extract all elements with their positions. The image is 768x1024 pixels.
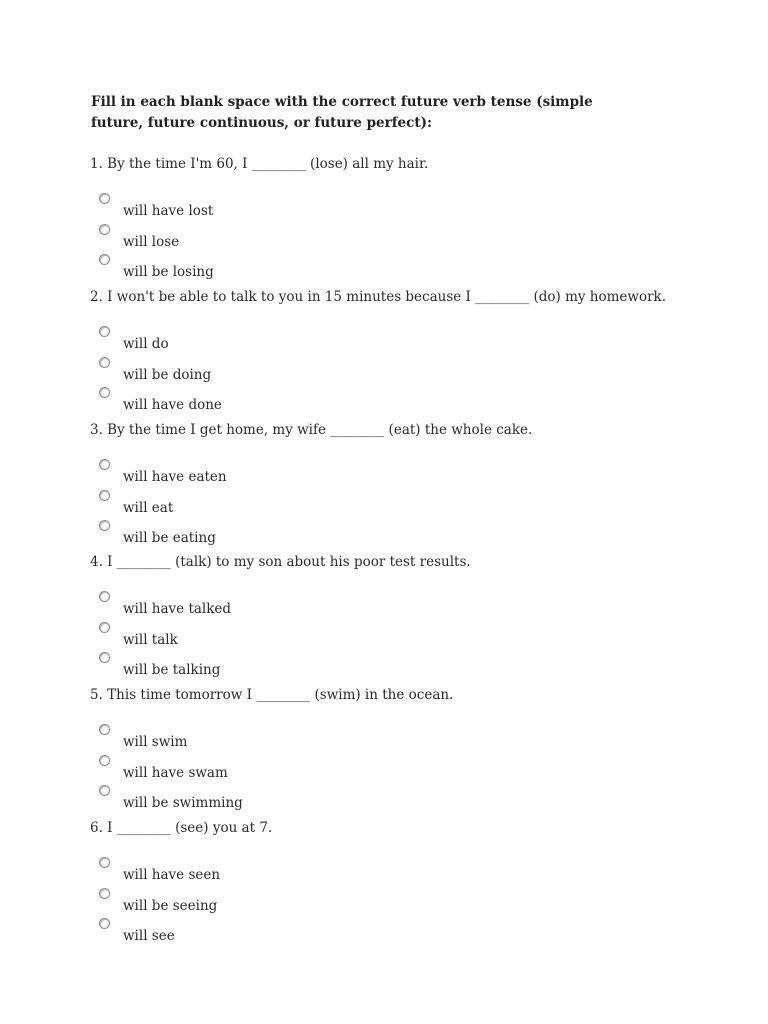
answer-option-label: will lose	[123, 233, 180, 250]
answer-option-label: will see	[123, 928, 175, 944]
answer-option-label: will have seen	[123, 867, 221, 883]
answer-option[interactable]	[90, 185, 710, 219]
answer-option[interactable]	[90, 318, 710, 352]
answer-option[interactable]	[90, 614, 710, 648]
question-text: 6. I ________ (see) you at 7.	[90, 820, 273, 836]
answer-option-label: will do	[123, 336, 169, 352]
answer-option[interactable]	[90, 512, 710, 546]
answer-option[interactable]	[90, 910, 710, 944]
question-6	[90, 819, 710, 944]
question-text: 4. I ________ (talk) to my son about his poor test results.	[90, 554, 471, 570]
answer-option-label: will swim	[123, 734, 188, 750]
instructions-heading: Fill in each blank space with the correct future verb tense (simple future, future continuous, or future perfect):	[91, 94, 593, 131]
answer-option-label: will have talked	[123, 601, 232, 617]
answer-option-label: will be swimming	[123, 795, 243, 811]
answer-option[interactable]	[90, 216, 710, 250]
answer-option[interactable]	[90, 451, 710, 485]
answer-option[interactable]	[90, 246, 710, 280]
answer-option-label: will have eaten	[123, 469, 227, 485]
question-5	[90, 686, 710, 811]
radio-button-icon[interactable]	[99, 755, 110, 766]
answer-option[interactable]	[90, 482, 710, 516]
answer-option[interactable]	[90, 880, 710, 914]
radio-button-icon[interactable]	[99, 652, 110, 663]
question-text: 2. I won't be able to talk to you in 15 minutes because I ________ (do) my homework.	[90, 289, 667, 305]
answer-option-label: will be losing	[123, 264, 214, 280]
radio-button-icon[interactable]	[99, 888, 110, 899]
question-1	[90, 155, 710, 280]
answer-option[interactable]	[90, 379, 710, 413]
radio-button-icon[interactable]	[99, 224, 110, 235]
radio-button-icon[interactable]	[99, 326, 110, 337]
radio-button-icon[interactable]	[99, 918, 110, 929]
radio-button-icon[interactable]	[99, 857, 110, 868]
question-3	[90, 421, 710, 546]
answer-option[interactable]	[90, 349, 710, 383]
radio-button-icon[interactable]	[99, 520, 110, 531]
radio-button-icon[interactable]	[99, 459, 110, 470]
question-2	[90, 288, 710, 413]
radio-button-icon[interactable]	[99, 193, 110, 204]
answer-option[interactable]	[90, 849, 710, 883]
answer-option[interactable]	[90, 583, 710, 617]
radio-button-icon[interactable]	[99, 724, 110, 735]
answer-option-label: will talk	[123, 631, 178, 648]
answer-option-label: will have swam	[123, 764, 228, 781]
answer-option-label: will have lost	[123, 203, 214, 219]
question-text: 5. This time tomorrow I ________ (swim) in the ocean.	[90, 687, 454, 703]
answer-option[interactable]	[90, 747, 710, 781]
radio-button-icon[interactable]	[99, 357, 110, 368]
answer-option[interactable]	[90, 716, 710, 750]
answer-option-label: will be doing	[123, 366, 212, 383]
answer-option-label: will have done	[123, 397, 222, 413]
question-text: 1. By the time I'm 60, I ________ (lose) all my hair.	[90, 156, 429, 172]
answer-option-label: will be seeing	[123, 897, 218, 914]
radio-button-icon[interactable]	[99, 387, 110, 398]
radio-button-icon[interactable]	[99, 490, 110, 501]
answer-option-label: will be eating	[123, 530, 216, 546]
answer-option-label: will be talking	[123, 662, 221, 678]
question-text: 3. By the time I get home, my wife ________ (eat) the whole cake.	[90, 422, 533, 438]
question-4	[90, 553, 710, 678]
radio-button-icon[interactable]	[99, 591, 110, 602]
answer-option-label: will eat	[123, 499, 174, 516]
radio-button-icon[interactable]	[99, 254, 110, 265]
answer-option[interactable]	[90, 644, 710, 678]
answer-option[interactable]	[90, 777, 710, 811]
radio-button-icon[interactable]	[99, 785, 110, 796]
radio-button-icon[interactable]	[99, 622, 110, 633]
